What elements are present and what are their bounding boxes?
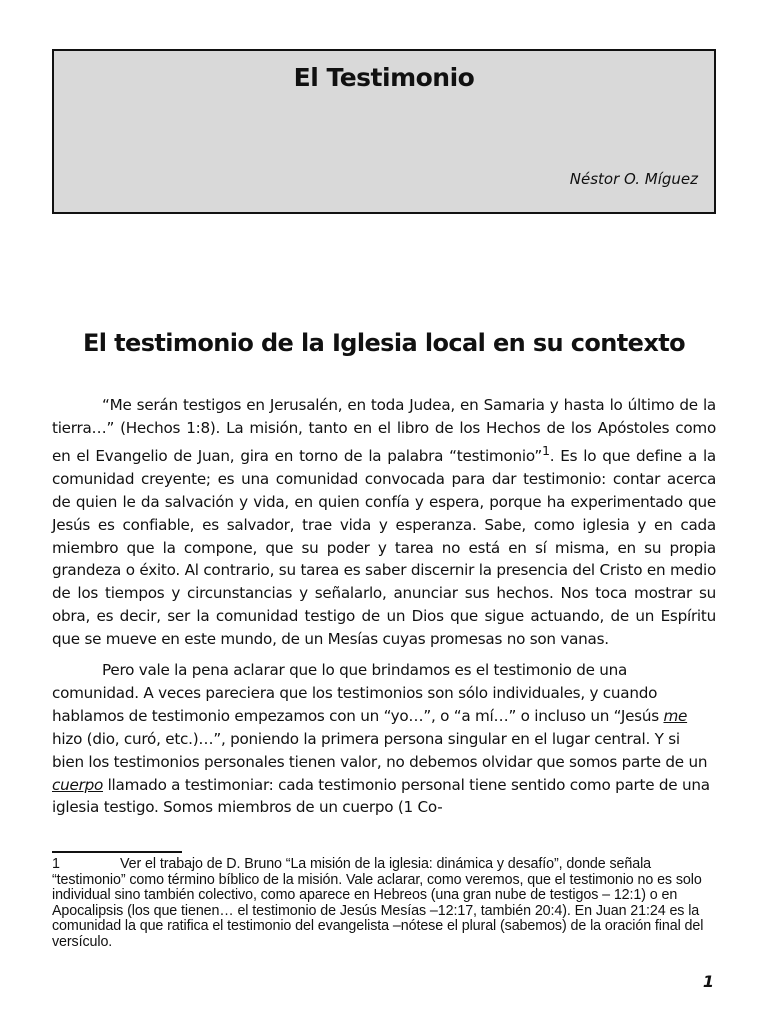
page-number: 1 bbox=[702, 972, 714, 991]
paragraph-2-text-a: Pero vale la pena aclarar que lo que brindamos es el testimonio de una comunidad. A veces pareciera que los testimonios son sólo individuales, y cuando hablamos de testimonio empezamos con un “yo…”, o “a mí…” o incluso un “Jesús bbox=[52, 661, 664, 725]
footnote-divider bbox=[52, 851, 182, 853]
emphasis-cuerpo: cuerpo bbox=[52, 775, 103, 794]
paragraph-1-text-a: “Me serán testigos en Jerusalén, en toda Judea, en Samaria y hasta lo último de la tierra…” (Hechos 1:8). La misión, tanto en el libro de los Hechos de los Apóstoles como en el Evangelio de Juan, gira en torno de la palabra “testimonio” bbox=[52, 396, 716, 465]
footnote bbox=[52, 857, 716, 951]
title-box bbox=[52, 49, 716, 214]
footnote-number: 1 bbox=[52, 856, 60, 872]
body-text bbox=[52, 394, 716, 827]
paragraph-2-text-c: llamado a testimoniar: cada testimonio personal tiene sentido como parte de una iglesia testigo. Somos miembros de un cuerpo (1 Co- bbox=[52, 775, 710, 817]
section-heading: El testimonio de la Iglesia local en su contexto bbox=[83, 329, 685, 357]
paragraph-2 bbox=[52, 659, 716, 819]
author-name: Néstor O. Míguez bbox=[569, 170, 698, 188]
paragraph-1 bbox=[52, 394, 716, 651]
document-title: El Testimonio bbox=[293, 63, 475, 92]
footnote-reference[interactable]: 1 bbox=[541, 442, 550, 458]
paragraph-2-text-b: hizo (dio, curó, etc.)…”, poniendo la primera persona singular en el lugar central. Y si bien los testimonios personales tienen valor, no debemos olvidar que somos parte de un bbox=[52, 729, 708, 771]
footnote-text: Ver el trabajo de D. Bruno “La misión de la iglesia: dinámica y desafío”, donde señala “testimonio” como término bíblico de la misión. Vale aclarar, como veremos, que el testimonio no es solo individual sino también colectivo, como aparece en Hebreos (una gran nube de testigos – 12:1) o en Apocalipsis (los que tienen… el testimonio de Jesús Mesías –12:17, también 20:4). En Juan 21:24 es la comunidad la que ratifica el testimonio del evangelista –nótese el plural (sabemos) de la oración final del versículo. bbox=[52, 856, 704, 950]
emphasis-me: me bbox=[663, 706, 688, 725]
paragraph-1-text-b: . Es lo que define a la comunidad creyente; es una comunidad convocada para dar testimonio: contar acerca de quien le da salvación y vida, en quien confía y espera, porque ha experimentado que Jesús es confiable, es salvador, trae vida y esperanza. Sabe, como iglesia y en cada miembro que la compone, que su poder y tarea no está en sí misma, en su propia grandeza o éxito. Al contrario, su tarea es saber discernir la presencia del Cristo en medio de los tiempos y circunstancias y señalarlo, anunciar sus hechos. Nos toca mostrar su obra, es decir, ser la comunidad testigo de un Dios que sigue actuando, de un Espíritu que se mueve en este mundo, de un Mesías cuyas promesas no son vanas. bbox=[52, 446, 716, 649]
